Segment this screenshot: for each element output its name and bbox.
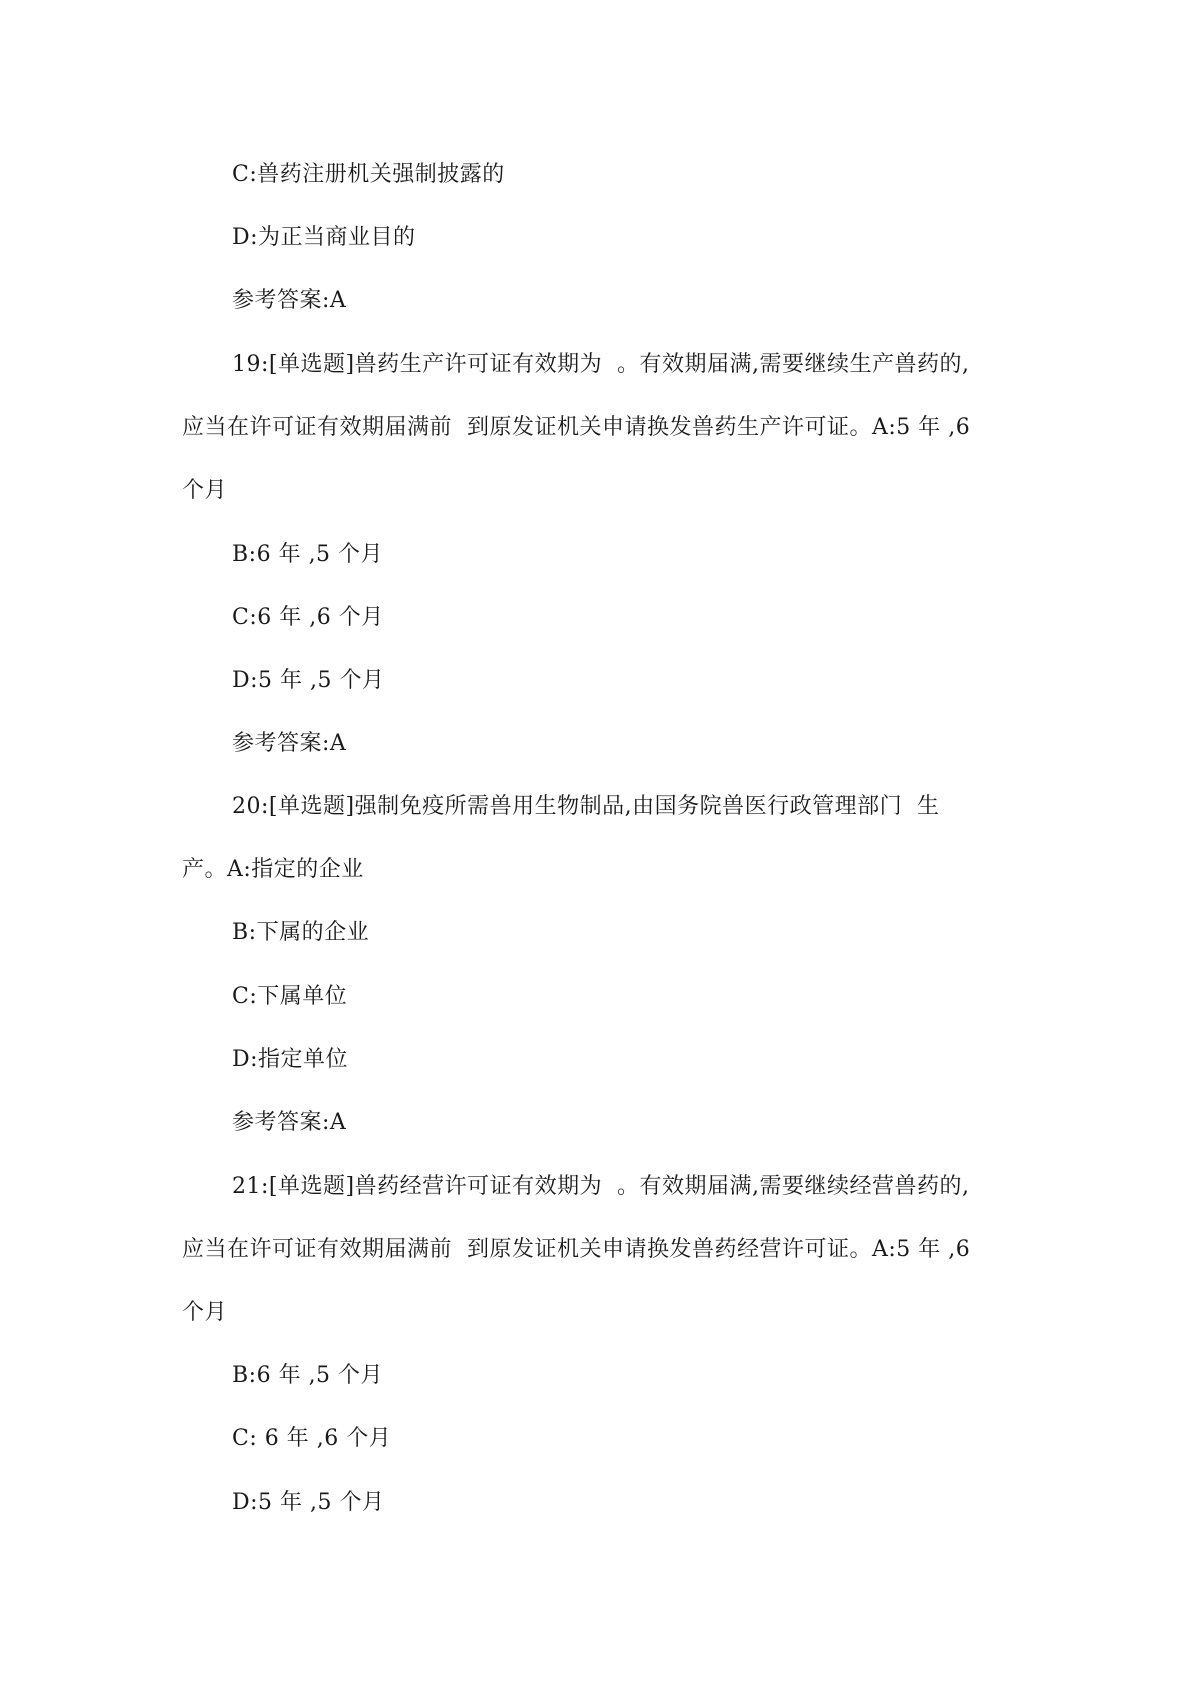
option-b-q20: B:下属的企业 <box>232 920 370 945</box>
option-b-q19: B:6 年 ,5 个月 <box>232 542 384 567</box>
option-d-q19: D:5 年 ,5 个月 <box>232 668 385 693</box>
question-19-cont2: 个月 <box>182 478 228 503</box>
question-20: 20:[单选题]强制免疫所需兽用生物制品,由国务院兽医行政管理部门 生 <box>232 794 940 819</box>
question-21-cont2: 个月 <box>182 1300 228 1325</box>
option-c-q21: C: 6 年 ,6 个月 <box>232 1426 392 1451</box>
option-d-q20: D:指定单位 <box>232 1047 349 1072</box>
option-b-q21: B:6 年 ,5 个月 <box>232 1363 384 1388</box>
question-19-cont: 应当在许可证有效期届满前 到原发证机关申请换发兽药生产许可证。A:5 年 ,6 <box>182 415 971 440</box>
answer-q20: 参考答案:A <box>232 1110 347 1135</box>
question-21-cont: 应当在许可证有效期届满前 到原发证机关申请换发兽药经营许可证。A:5 年 ,6 <box>182 1237 971 1262</box>
option-c-q18: C:兽药注册机关强制披露的 <box>232 162 505 187</box>
answer-q19: 参考答案:A <box>232 731 347 756</box>
option-d-q18: D:为正当商业目的 <box>232 225 416 250</box>
option-d-q21: D:5 年 ,5 个月 <box>232 1490 385 1515</box>
option-c-q19: C:6 年 ,6 个月 <box>232 605 384 630</box>
question-21: 21:[单选题]兽药经营许可证有效期为 。有效期届满,需要继续经营兽药的, <box>232 1174 970 1199</box>
answer-q18: 参考答案:A <box>232 288 347 313</box>
question-20-cont: 产。A:指定的企业 <box>182 857 364 882</box>
question-19: 19:[单选题]兽药生产许可证有效期为 。有效期届满,需要继续生产兽药的, <box>232 352 970 377</box>
option-c-q20: C:下属单位 <box>232 984 348 1009</box>
